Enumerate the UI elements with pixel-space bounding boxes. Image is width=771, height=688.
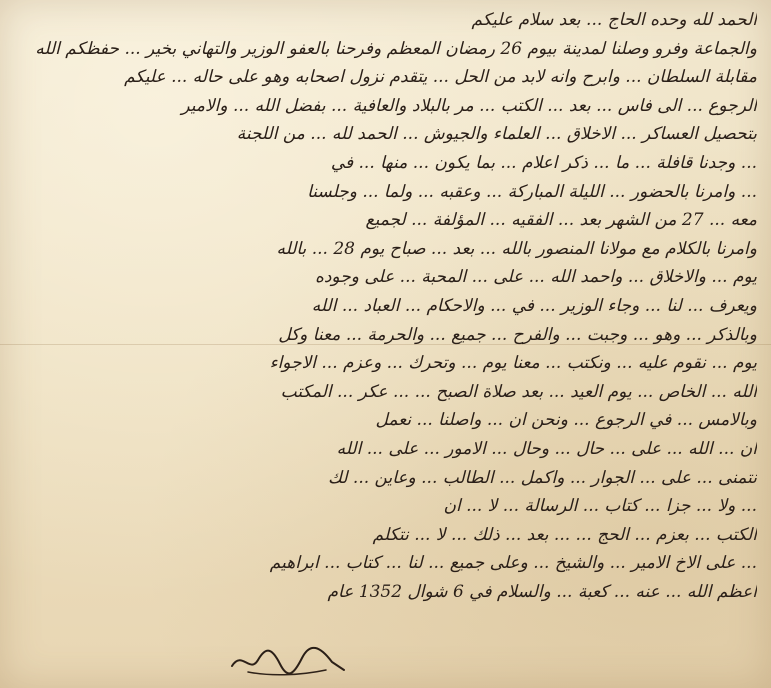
letter-line: معه ... 27 من الشهر بعد ... الفقيه ... المؤلفة ... لجميع <box>365 210 757 231</box>
signature-flourish <box>228 640 348 680</box>
letter-line: وبالذكر ... وهو ... وجبت ... والفرح ... جميع ... والحرمة ... معنا وكل <box>278 324 757 345</box>
letter-line: بتحصيل العساكر ... الاخلاق ... العلماء والجيوش ... الحمد لله ... من اللجنة <box>236 124 757 145</box>
letter-line: اعظم الله ... عنه ... كعبة ... والسلام في 6 شوال 1352 عام <box>327 581 757 602</box>
letter-line: الله ... الخاص ... يوم العيد ... بعد صلاة الصبح ... ... عكر ... المكتب <box>280 381 757 402</box>
letter-line: وامرنا بالكلام مع مولانا المنصور بالله ... بعد ... صباح يوم 28 ... بالله <box>276 238 757 259</box>
letter-line: ... وجدنا قافلة ... ما ... ذكر اعلام ... بما يكون ... منها ... في <box>330 152 757 173</box>
letter-line: مقابلة السلطان ... وابرح وانه لابد من الحل ... يتقدم نزول اصحابه وهو على حاله ... عليكم <box>124 67 757 88</box>
letter-line: والجماعة وفرو وصلنا لمدينة بيوم 26 رمضان المعظم وفرحنا بالعفو الوزير والتهاني بخير ... حفظكم الله <box>35 38 757 59</box>
handwritten-letter-body <box>18 6 757 606</box>
letter-line: الرجوع ... الى فاس ... بعد ... الكتب ... مر بالبلاد والعافية ... بفضل الله ... والامير <box>181 95 757 116</box>
letter-line: نتمنى ... على ... الجوار ... واكمل ... الطالب ... وعاين ... لك <box>328 467 757 488</box>
letter-line: يوم ... والاخلاق ... واحمد الله ... على ... المحبة ... على وجوده <box>314 267 757 288</box>
letter-line: ويعرف ... لنا ... وجاء الوزير ... في ... والاحكام ... العباد ... الله <box>311 295 757 316</box>
letter-line: يوم ... نقوم عليه ... ونكتب ... معنا يوم ... وتحرك ... وعزم ... الاجواء <box>269 353 757 374</box>
letter-line: ان ... الله ... على ... حال ... وحال ... الامور ... على ... الله <box>336 438 757 459</box>
letter-line: ... على الاخ الامير ... والشيخ ... وعلى جميع ... لنا ... كتاب ... ابراهيم <box>269 553 757 574</box>
letter-line: ... ولا ... جزا ... كتاب ... الرسالة ... لا ... ان <box>443 496 757 517</box>
letter-line: ... وامرنا بالحضور ... الليلة المباركة ... وعقبه ... ولما ... وجلسنا <box>307 181 757 202</box>
letter-line: الحمد لله وحده الحاج ... بعد سلام عليكم <box>471 10 757 30</box>
letter-line: وبالامس ... في الرجوع ... ونحن ان ... واصلنا ... نعمل <box>375 410 757 431</box>
letter-line: الكتب ... بعزم ... الحج ... ... بعد ... ذلك ... لا ... نتكلم <box>372 524 757 545</box>
handwritten-signature <box>228 640 348 680</box>
